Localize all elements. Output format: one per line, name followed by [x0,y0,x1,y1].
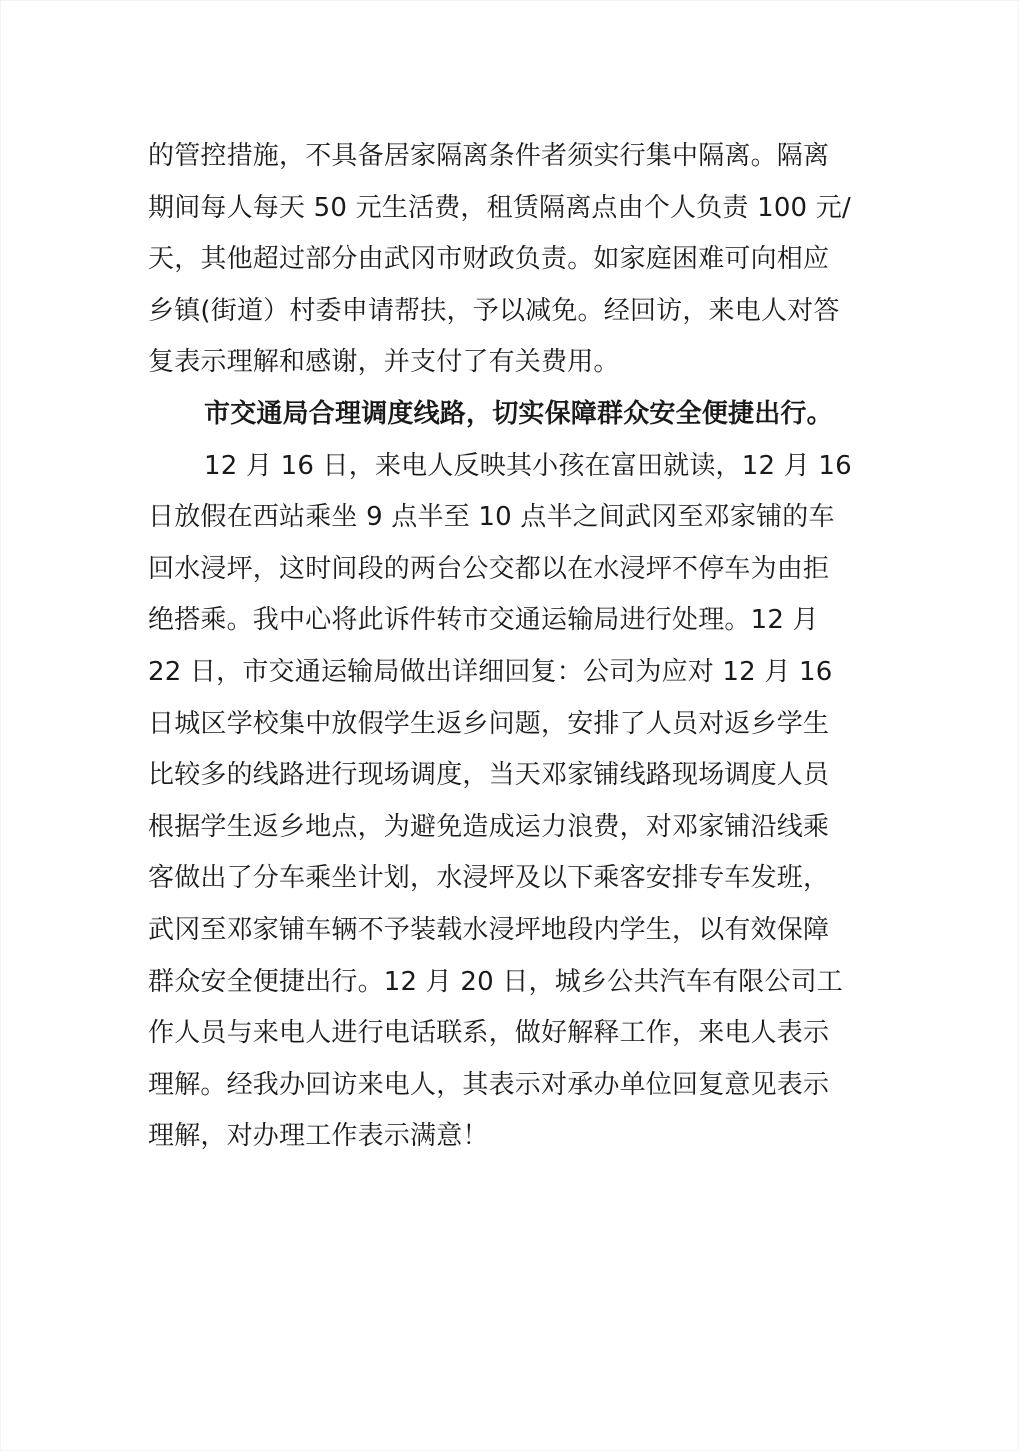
text-line: 日城区学校集中放假学生返乡问题，安排了人员对返乡学生 [148,708,830,739]
text-line: 乡镇(街道）村委申请帮扶，予以减免。经回访，来电人对答 [148,295,840,326]
text-line: 比较多的线路进行现场调度，当天邓家铺线路现场调度人员 [148,760,830,791]
text-line: 回水浸坪，这时间段的两台公交都以在水浸坪不停车为由拒 [148,553,830,584]
text-line: 根据学生返乡地点，为避免造成运力浪费，对邓家铺沿线乘 [148,811,830,842]
document-body [148,131,873,1163]
text-line: 理解，对办理工作表示满意！ [148,1121,489,1152]
text-line: 群众安全便捷出行。12 月 20 日，城乡公共汽车有限公司工 [148,966,843,997]
text-line: 的管控措施，不具备居家隔离条件者须实行集中隔离。隔离 [148,141,830,171]
text-line: 12 月 16 日，来电人反映其小孩在富田就读，12 月 16 [204,450,852,481]
text-line: 作人员与来电人进行电话联系，做好解释工作，来电人表示 [148,1018,830,1049]
text-line: 日放假在西站乘坐 9 点半至 10 点半之间武冈至邓家铺的车 [148,502,835,533]
text-line: 天，其他超过部分由武冈市财政负责。如家庭困难可向相应 [148,244,830,275]
text-line: 武冈至邓家铺车辆不予装载水浸坪地段内学生，以有效保障 [148,914,830,945]
text-line: 客做出了分车乘坐计划，水浸坪及以下乘客安排专车发班， [148,863,830,894]
text-line: 期间每人每天 50 元生活费，租赁隔离点由个人负责 100 元/ [148,192,851,223]
text-line: 绝搭乘。我中心将此诉件转市交通运输局进行处理。12 月 [148,605,819,636]
section-heading: 市交通局合理调度线路，切实保障群众安全便捷出行。 [204,398,833,429]
paragraph-quarantine-fees [148,131,873,389]
text-line: 理解。经我办回访来电人，其表示对承办单位回复意见表示 [148,1069,830,1100]
text-line: 复表示理解和感谢，并支付了有关费用。 [148,347,620,378]
text-line: 22 日，市交通运输局做出详细回复：公司为应对 12 月 16 [148,656,833,687]
paragraph-bus-complaint [148,441,873,1163]
